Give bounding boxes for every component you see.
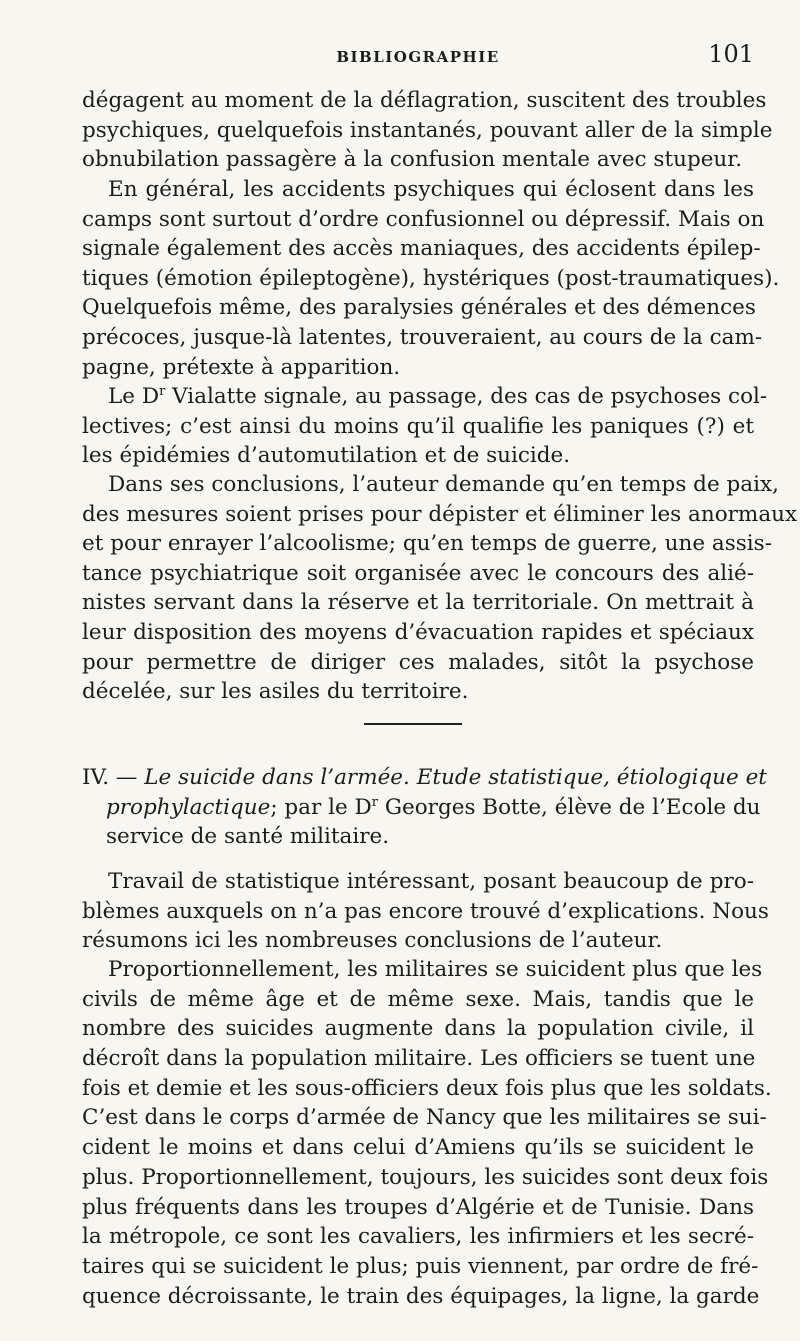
- text-line: blèmes auxquels on n’a pas encore trouvé d’explications. Nous: [82, 898, 769, 924]
- text-line: tiques (émotion épileptogène), hystériques (post-traumatiques).: [82, 265, 780, 291]
- text-line: plus. Proportionnellement, toujours, les suicides sont deux fois: [82, 1164, 769, 1190]
- text-line: Proportionnellement, les militaires se suicident plus que les: [108, 957, 763, 982]
- text-line: décroît dans la population militaire. Les officiers se tuent une: [82, 1046, 756, 1072]
- paragraph-conclusions: [82, 470, 798, 707]
- text-line: lectives; c’est ainsi du moins qu’il qualifie les paniques (?) et: [82, 413, 754, 439]
- text-line: nombre des suicides augmente dans la population civile, il: [82, 1016, 754, 1042]
- text-line: décelée, sur les asiles du territoire.: [82, 679, 469, 705]
- text-line: plus fréquents dans les troupes d’Algérie et de Tunisie. Dans: [82, 1194, 754, 1220]
- page-number: 101: [708, 40, 754, 68]
- text-line: précoces, jusque-là latentes, trouveraient, au cours de la cam-: [82, 324, 763, 350]
- paragraph-accidents: [82, 175, 780, 382]
- text-line: Dans ses conclusions, l’auteur demande qu’en temps de paix,: [108, 472, 779, 497]
- section-title-line: prophylactique; par le $D^r$ Georges Botte, élève de l’Ecole du: [106, 794, 761, 820]
- text-line: nistes servant dans la réserve et la territoriale. On mettrait à: [82, 590, 754, 616]
- text-line: résumons ici les nombreuses conclusions de l’auteur.: [82, 928, 663, 954]
- text-line: tance psychiatrique soit organisée avec le concours des alié-: [82, 560, 754, 586]
- text-line: pagne, prétexte à apparition.: [82, 354, 401, 380]
- text-line: des mesures soient prises pour dépister et éliminer les anormaux: [82, 501, 798, 527]
- text-line: les épidémies d’automutilation et de suicide.: [82, 443, 571, 469]
- section-number: IV. —: [82, 765, 145, 790]
- text-line: fois et demie et les sous-officiers deux fois plus que les soldats.: [82, 1075, 772, 1101]
- paragraph-vialatte: [82, 382, 768, 471]
- section-title: Le suicide dans l’armée. Etude statistique, étiologique et: [144, 765, 767, 790]
- section-title-line: [82, 763, 767, 793]
- section-divider: [364, 723, 462, 725]
- section-heading-iv: [82, 763, 767, 852]
- text-line: cident le moins et dans celui d’Amiens qu’ils se suicident le: [82, 1135, 754, 1161]
- page-header: [82, 40, 754, 76]
- text-line: Travail de statistique intéressant, posant beaucoup de pro-: [108, 869, 754, 894]
- text-line: leur disposition des moyens d’évacuation rapides et spéciaux: [82, 619, 754, 645]
- text-line: pour permettre de diriger ces malades, sitôt la psychose: [82, 649, 754, 675]
- text-line: C’est dans le corps d’armée de Nancy que les militaires se sui-: [82, 1105, 767, 1131]
- text-line: signale également des accès maniaques, des accidents épilep-: [82, 236, 761, 262]
- text-line: civils de même âge et de même sexe. Mais, tandis que le: [82, 986, 754, 1012]
- text-line: et pour enrayer l’alcoolisme; qu’en temps de guerre, une assis-: [82, 531, 772, 557]
- text-line: camps sont surtout d’ordre confusionnel ou dépressif. Mais on: [82, 206, 765, 232]
- text-line: la métropole, ce sont les cavaliers, les infirmiers et les secré-: [82, 1224, 754, 1250]
- paragraph-continuation: [82, 86, 773, 175]
- paragraph-proportionnellement: [82, 955, 772, 1311]
- text-line: dégagent au moment de la déflagration, suscitent des troubles: [82, 88, 767, 113]
- text-line: obnubilation passagère à la confusion mentale avec stupeur.: [82, 147, 743, 173]
- text-line: psychiques, quelquefois instantanés, pouvant aller de la simple: [82, 117, 773, 143]
- running-title: BIBLIOGRAPHIE: [336, 48, 500, 66]
- text-line: En général, les accidents psychiques qui éclosent dans les: [108, 177, 754, 202]
- text-line: quence décroissante, le train des équipages, la ligne, la garde: [82, 1283, 760, 1309]
- text-line: taires qui se suicident le plus; puis viennent, par ordre de fré-: [82, 1253, 759, 1279]
- text-line: Le $D^r$ Vialatte signale, au passage, des cas de psychoses col-: [108, 383, 768, 409]
- text-line: Quelquefois même, des paralysies générales et des démences: [82, 295, 756, 321]
- paragraph-travail: [82, 867, 769, 956]
- section-title-line: service de santé militaire.: [106, 824, 390, 850]
